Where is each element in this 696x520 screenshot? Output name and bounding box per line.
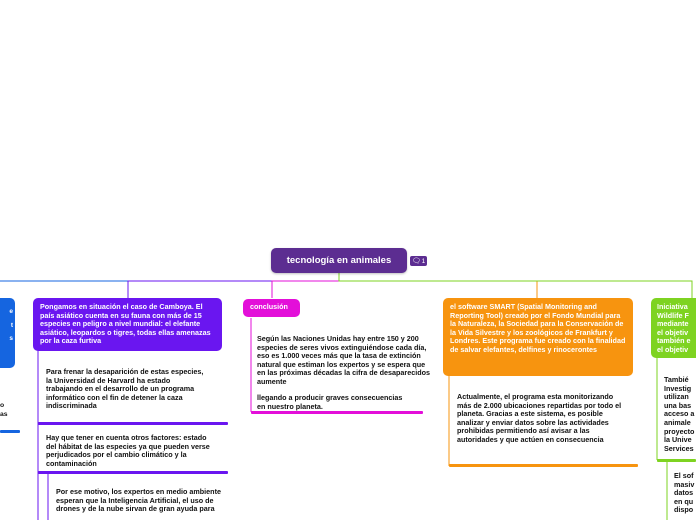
iniciativa-leaf-1-line: utilizan xyxy=(664,392,689,402)
camboya-leaf-2-text: Hay que tener en cuenta otros factores: estado del hábitat de las especies ya que pueden verse perjudicados por el cambio climático y la contaminación xyxy=(46,433,210,468)
smart-topic[interactable] xyxy=(443,298,633,376)
iniciativa-leaf-2-line: masiv xyxy=(674,479,695,489)
camboya-leaf-1-text: Para frenar la desaparición de estas especies, la Universidad de Harvard ha estado trabajando en el desarrollo de un programa informático con el fin de detener la caza indiscriminada xyxy=(46,367,204,411)
camboya-leaf-2[interactable] xyxy=(46,434,216,468)
conclusion-leaf-2[interactable] xyxy=(257,394,407,411)
conclusion-leaf-2-text: llegando a producir graves consecuencias en nuestro planeta. xyxy=(257,393,403,411)
connector-left xyxy=(0,273,339,281)
conclusion-topic-text: conclusión xyxy=(250,302,288,311)
smart-leaf-underline xyxy=(449,464,638,467)
left-partial-line: t xyxy=(10,321,13,329)
iniciativa-topic-line: mediante xyxy=(657,319,689,329)
iniciativa-topic-line: Iniciativa xyxy=(657,302,688,311)
iniciativa-leaf-1-line: una bas xyxy=(664,400,692,410)
iniciativa-topic-line: el objetiv xyxy=(657,344,689,354)
iniciativa-leaf-1-line: proyecto xyxy=(664,426,695,436)
connector-conclusion xyxy=(272,273,339,298)
comment-icon: 🗨 xyxy=(411,258,421,265)
iniciativa-leaf-1-line: Investig xyxy=(664,383,692,393)
iniciativa-leaf-1-line: la Unive xyxy=(664,435,692,445)
conclusion-leaf-underline xyxy=(251,411,423,414)
left-partial-line: s xyxy=(9,335,13,343)
camboya-topic[interactable] xyxy=(33,298,222,351)
smart-leaf-1[interactable] xyxy=(457,393,627,445)
conclusion-leaf-1-text: Según las Naciones Unidas hay entre 150 y 200 especies de seres vivos extinguiéndose cada día, eso es 1.000 veces más que la tasa de extinción natural que estiman los expertos y se espera que en las próximas décadas la cifra de desaparecidos aumente xyxy=(257,334,430,386)
camboya-leaf-3[interactable] xyxy=(56,488,232,514)
iniciativa-topic-line: Wildlife F xyxy=(657,310,689,320)
comment-count: 1 xyxy=(421,257,426,265)
iniciativa-leaf-1-line: animale xyxy=(664,417,691,427)
left-partial-leaf-underline xyxy=(0,430,20,433)
comment-badge[interactable] xyxy=(410,256,427,266)
left-partial-line: e xyxy=(9,308,13,315)
iniciativa-leaf-2-line: en qu xyxy=(674,496,694,506)
iniciativa-leaf-2-line: dispo xyxy=(674,505,694,515)
iniciativa-leaf-1-line: acceso a xyxy=(664,409,695,419)
camboya-topic-text: Pongamos en situación el caso de Camboya. El país asiático cuenta en su fauna con más de 15 especies en peligro a nivel mundial: el elefante asiático, leopardos o tigres, todas ellas amenazas por la caza furtiva xyxy=(40,302,211,346)
connector-camboya xyxy=(128,273,339,298)
conclusion-topic[interactable] xyxy=(243,299,300,317)
camboya-leaf-2-underline xyxy=(38,471,228,474)
iniciativa-leaf-1[interactable] xyxy=(664,376,696,453)
iniciativa-topic-line: el objetiv xyxy=(657,327,689,337)
iniciativa-leaf-1-underline xyxy=(657,459,696,462)
iniciativa-leaf-1-line: Tambié xyxy=(664,376,689,384)
conclusion-leaf-1[interactable] xyxy=(257,335,431,387)
left-partial-leaf-line: o xyxy=(0,402,5,409)
camboya-leaf-3-text: Por ese motivo, los expertos en medio ambiente esperan que la Inteligencia Artificial, el uso de drones y de la nube sirvan de gran ayuda para xyxy=(56,487,221,514)
connector-smart xyxy=(339,273,537,298)
connector-iniciativa xyxy=(339,273,692,298)
left-partial-leaf[interactable] xyxy=(0,402,8,419)
iniciativa-topic[interactable] xyxy=(651,298,696,358)
central-topic[interactable] xyxy=(271,248,407,273)
smart-leaf-1-text: Actualmente, el programa esta monitorizando más de 2.000 ubicaciones repartidas por todo el planeta. Gracias a este sistema, es posible analizar y enviar datos sobre las actividades prohibidas permitiendo así avisar a las autoridades y que actúen en consecuencia xyxy=(457,392,622,444)
smart-topic-text: el software SMART (Spatial Monitoring and Reporting Tool) creado por el Fondo Mundial para la Naturaleza, la Sociedad para la Conservación de la Vida Silvestre y los zoológicos de Frankfurt y Londres. Este programa fue creado con la finalidad de salvar elefantes, delfines y rinocerontes xyxy=(450,302,626,354)
iniciativa-leaf-2-line: El sof xyxy=(674,472,694,480)
iniciativa-leaf-2-line: datos xyxy=(674,488,694,498)
camboya-leaf-1[interactable] xyxy=(46,368,208,411)
left-partial-topic[interactable] xyxy=(0,298,15,368)
iniciativa-topic-line: también e xyxy=(657,336,691,346)
left-partial-leaf-line: as xyxy=(0,410,8,418)
camboya-leaf-1-underline xyxy=(38,422,228,425)
iniciativa-leaf-1-line: Services xyxy=(664,443,694,453)
iniciativa-leaf-2[interactable] xyxy=(674,472,696,515)
central-topic-title: tecnología en animales xyxy=(286,255,392,266)
